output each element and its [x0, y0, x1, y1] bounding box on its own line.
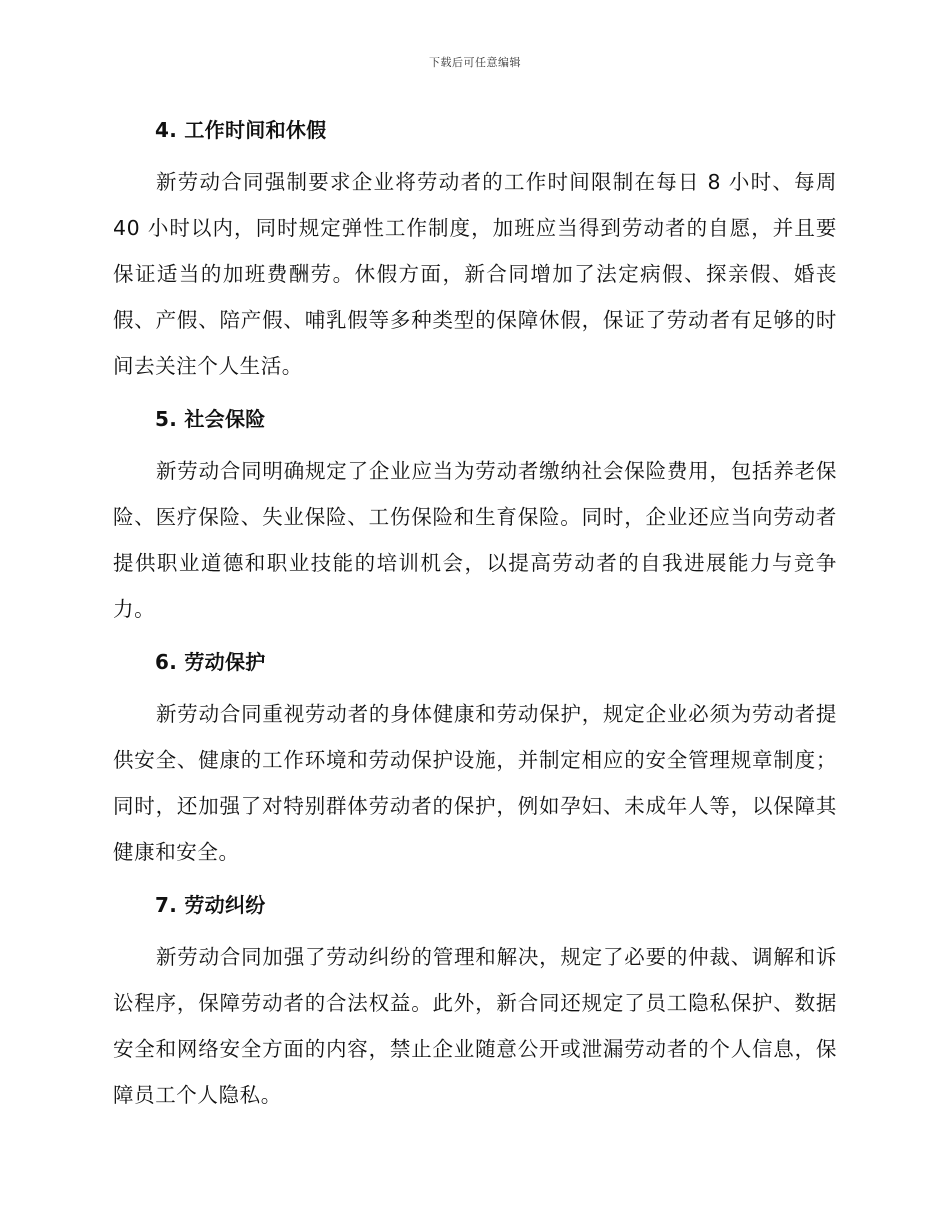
section-paragraph: 新劳动合同加强了劳动纠纷的管理和解决，规定了必要的仲裁、调解和诉讼程序，保障劳动者的合法权益。此外，新合同还规定了员工隐私保护、数据安全和网络安全方面的内容，禁止企业随意公开或泄漏劳动者的个人信息，保障员工个人隐私。 [113, 945, 837, 1107]
section-work-hours-leave [113, 116, 837, 389]
section-paragraph: 新劳动合同重视劳动者的身体健康和劳动保护，规定企业必须为劳动者提供安全、健康的工作环境和劳动保护设施，并制定相应的安全管理规章制度；同时，还加强了对特别群体劳动者的保护，例如孕妇、未成年人等，以保障其健康和安全。 [113, 702, 837, 864]
page-header-note: 下载后可任意编辑 [429, 56, 521, 69]
section-social-insurance [113, 405, 837, 632]
section-heading: 7. 劳动纠纷 [155, 893, 266, 917]
section-heading: 6. 劳动保护 [155, 650, 266, 674]
section-heading: 4. 工作时间和休假 [155, 118, 327, 142]
document-body [113, 110, 837, 1134]
section-paragraph: 新劳动合同明确规定了企业应当为劳动者缴纳社会保险费用，包括养老保险、医疗保险、失业保险、工伤保险和生育保险。同时，企业还应当向劳动者提供职业道德和职业技能的培训机会，以提高劳动者的自我进展能力与竞争力。 [113, 459, 837, 621]
section-paragraph: 新劳动合同强制要求企业将劳动者的工作时间限制在每日 8 小时、每周 40 小时以内，同时规定弹性工作制度，加班应当得到劳动者的自愿，并且要保证适当的加班费酬劳。休假方面，新合同增加了法定病假、探亲假、婚丧假、产假、陪产假、哺乳假等多种类型的保障休假，保证了劳动者有足够的时间去关注个人生活。 [113, 170, 837, 378]
section-labor-protection [113, 648, 837, 875]
section-labor-disputes [113, 891, 837, 1118]
section-heading: 5. 社会保险 [155, 407, 266, 431]
